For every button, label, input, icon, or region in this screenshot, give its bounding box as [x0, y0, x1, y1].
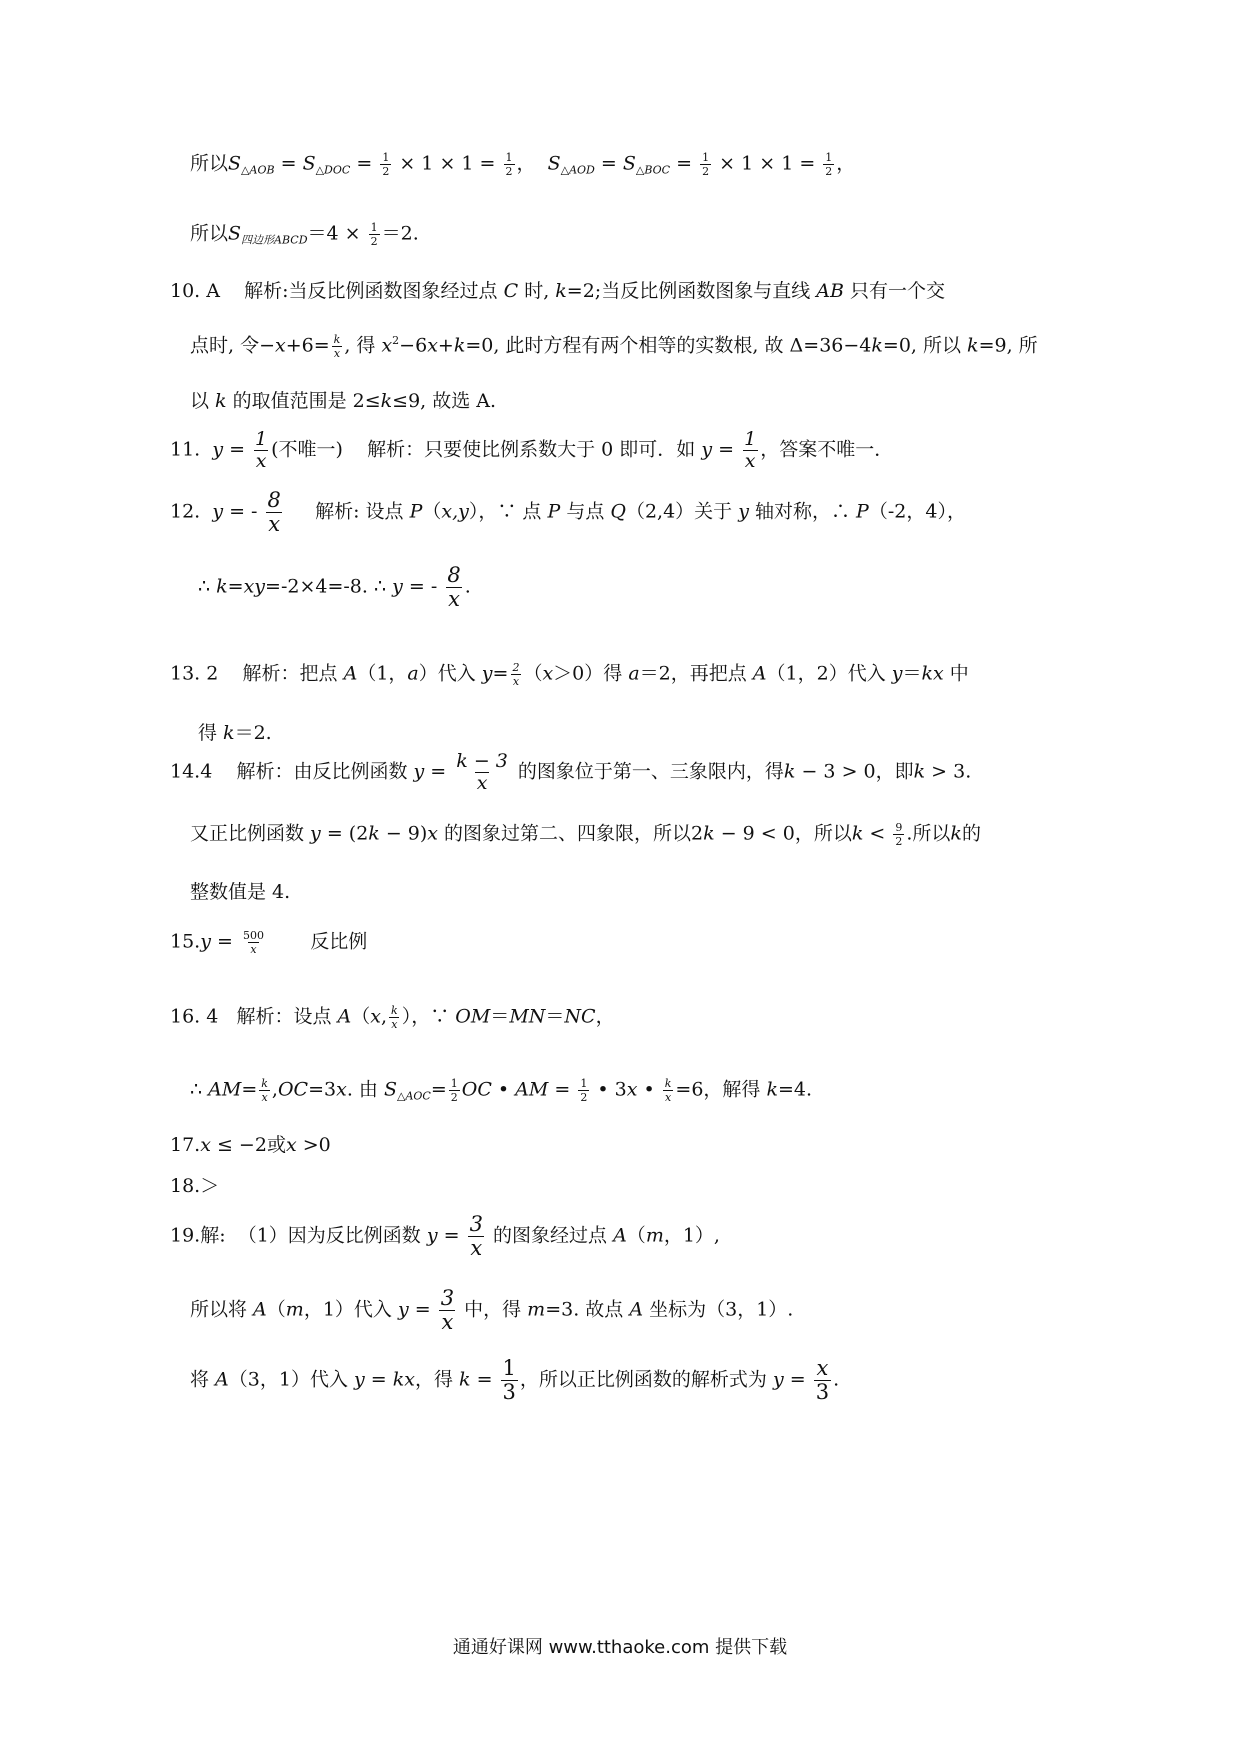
fraction: $\frac{2}{x}$: [512, 661, 520, 688]
answer-11: 11. y = $\frac{1}{x}$ (不唯一) 解析：只要使比例系数大于 0 即可．如 y = $\frac{1}{x}$ ，答案不唯一．: [170, 428, 894, 472]
fraction: $\frac{k}{x}$: [664, 1077, 672, 1104]
fraction: $\frac{k}{x}$: [391, 1004, 398, 1031]
subscript: △AOB: [241, 163, 275, 177]
answer-19-line-3: 将 A（3，1）代入 y = kx，得 k = $\frac{1}{3}$ ，所以正比例函数的解析式为 y = $\frac{x}{3}$ .: [190, 1356, 840, 1404]
fraction: $\frac{1}{2}$: [825, 151, 833, 178]
answer-17: 17.x ≤ −2或x >0: [170, 1134, 331, 1156]
subscript: △AOD: [560, 163, 595, 177]
math-s: S: [228, 152, 242, 175]
text: =: [274, 152, 303, 175]
text: ，: [516, 152, 536, 175]
subscript: 四边形ABCD: [241, 233, 308, 247]
fraction: $\frac{k - 3}{x}$: [456, 750, 508, 794]
math-s: S: [547, 152, 561, 175]
text: × 1 × 1 =: [393, 152, 502, 175]
answer-13-line-1: 13. 2 解析：把点 A（1，a）代入 y= $\frac{2}{x}$ （x＞0）得 a＝2，再把点 A（1，2）代入 y＝kx 中: [170, 661, 969, 688]
answer-14-line-2: 又正比例函数 y = (2k − 9)x 的图象过第二、四象限，所以2k − 9 < 0，所以k < $\frac{9}{2}$ .所以k的: [190, 821, 981, 848]
answer-10-line-3: 以 k 的取值范围是 2≤k≤9, 故选 A.: [190, 390, 497, 412]
question-number: 10. A: [170, 280, 220, 302]
fraction: $\frac{8}{x}$: [447, 563, 461, 611]
fraction: $\frac{3}{x}$: [440, 1286, 455, 1334]
fraction: $\frac{1}{2}$: [702, 151, 710, 178]
fraction: $\frac{8}{x}$: [267, 488, 281, 536]
fraction: $\frac{k}{x}$: [333, 333, 341, 360]
answer-10-line-1: 10. A 解析:当反比例函数图象经过点 C 时, k=2;当反比例函数图象与直线 AB 只有一个交: [170, 280, 945, 302]
fraction: $\frac{3}{x}$: [469, 1212, 483, 1260]
answer-13-line-2: 得 k＝2.: [198, 722, 272, 744]
math-s: S: [622, 152, 636, 175]
fraction: $\frac{1}{x}$: [255, 428, 268, 472]
solution-line-9-areas: [190, 152, 855, 177]
answer-14-line-1: 14.4 解析：由反比例函数 y = $\frac{k - 3}{x}$ 的图象位于第一、三象限内，得k − 3 > 0，即k > 3.: [170, 750, 972, 794]
answer-10-line-2: 点时, 令−x+6= $\frac{k}{x}$ , 得 $x^2-6x+k=0$, 此时方程有两个相等的实数根, 故 Δ=36−4k=0, 所以 k=9, 所: [190, 333, 1038, 360]
fraction: $\frac{1}{2}$: [505, 151, 513, 178]
text: ，: [836, 152, 856, 175]
fraction: $\frac{500}{x}$: [242, 929, 264, 956]
answer-19-line-1: 19.解: （1）因为反比例函数 y = $\frac{3}{x}$ 的图象经过点 A（m，1）,: [170, 1212, 720, 1260]
text: =: [670, 152, 699, 175]
text: =: [350, 152, 379, 175]
answer-16-line-2: ∴ AM= $\frac{k}{x}$ ,OC=3x. 由 $S_{\triangle AOC}=$ $\frac{1}{2}$ OC • AM = $\frac{1}{2}$ • 3x • $\frac{k}{x}$ =6，解得 k=4.: [190, 1077, 813, 1104]
math-s: S: [228, 222, 242, 245]
answer-15: 15.y = $\frac{500}{x}$ 反比例: [170, 929, 368, 956]
fraction: $\frac{x}{3}$: [815, 1356, 830, 1404]
solution-line-9-quad: [190, 222, 419, 247]
text: 解析:当反比例函数图象经过点: [244, 280, 504, 302]
fraction: $\frac{1}{2}$: [382, 151, 390, 178]
text: ＝2.: [381, 222, 419, 245]
fraction: $\frac{1}{3}$: [502, 1356, 516, 1404]
answer-14-line-3: 整数值是 4.: [190, 881, 291, 903]
answer-19-line-2: 所以将 A（m，1）代入 y = $\frac{3}{x}$ 中，得 m=3. 故点 A 坐标为（3，1）.: [190, 1286, 794, 1334]
answer-12-line-2: ∴ k=xy=-2×4=-8. ∴ y = - $\frac{8}{x}$ .: [198, 563, 471, 611]
fraction: $\frac{1}{2}$: [580, 1077, 588, 1104]
text: 所以: [190, 152, 229, 175]
subscript: △BOC: [635, 163, 671, 177]
fraction: $\frac{1}{2}$: [370, 221, 378, 248]
fraction: $\frac{1}{x}$: [744, 428, 757, 472]
math-s: S: [302, 152, 316, 175]
subscript: △DOC: [315, 163, 351, 177]
fraction: $\frac{1}{2}$: [450, 1077, 458, 1104]
page-footer: 通通好课网 www.tthaoke.com 提供下载: [452, 1637, 788, 1658]
text: × 1 × 1 =: [713, 152, 822, 175]
text: 所以: [190, 222, 229, 245]
text: =: [594, 152, 623, 175]
answer-12-line-1: 12. y = - $\frac{8}{x}$ 解析: 设点 P（x,y），∵ 点 P 与点 Q（2,4）关于 y 轴对称，∴ P（-2，4），: [170, 488, 966, 536]
text: ＝4 ×: [307, 222, 367, 245]
fraction: $\frac{9}{2}$: [895, 821, 903, 848]
answer-16-line-1: 16. 4 解析：设点 A（x, $\frac{k}{x}$ ），∵ OM＝MN＝NC，: [170, 1004, 615, 1031]
answer-18: 18.＞: [170, 1175, 220, 1197]
fraction: $\frac{k}{x}$: [261, 1077, 268, 1104]
